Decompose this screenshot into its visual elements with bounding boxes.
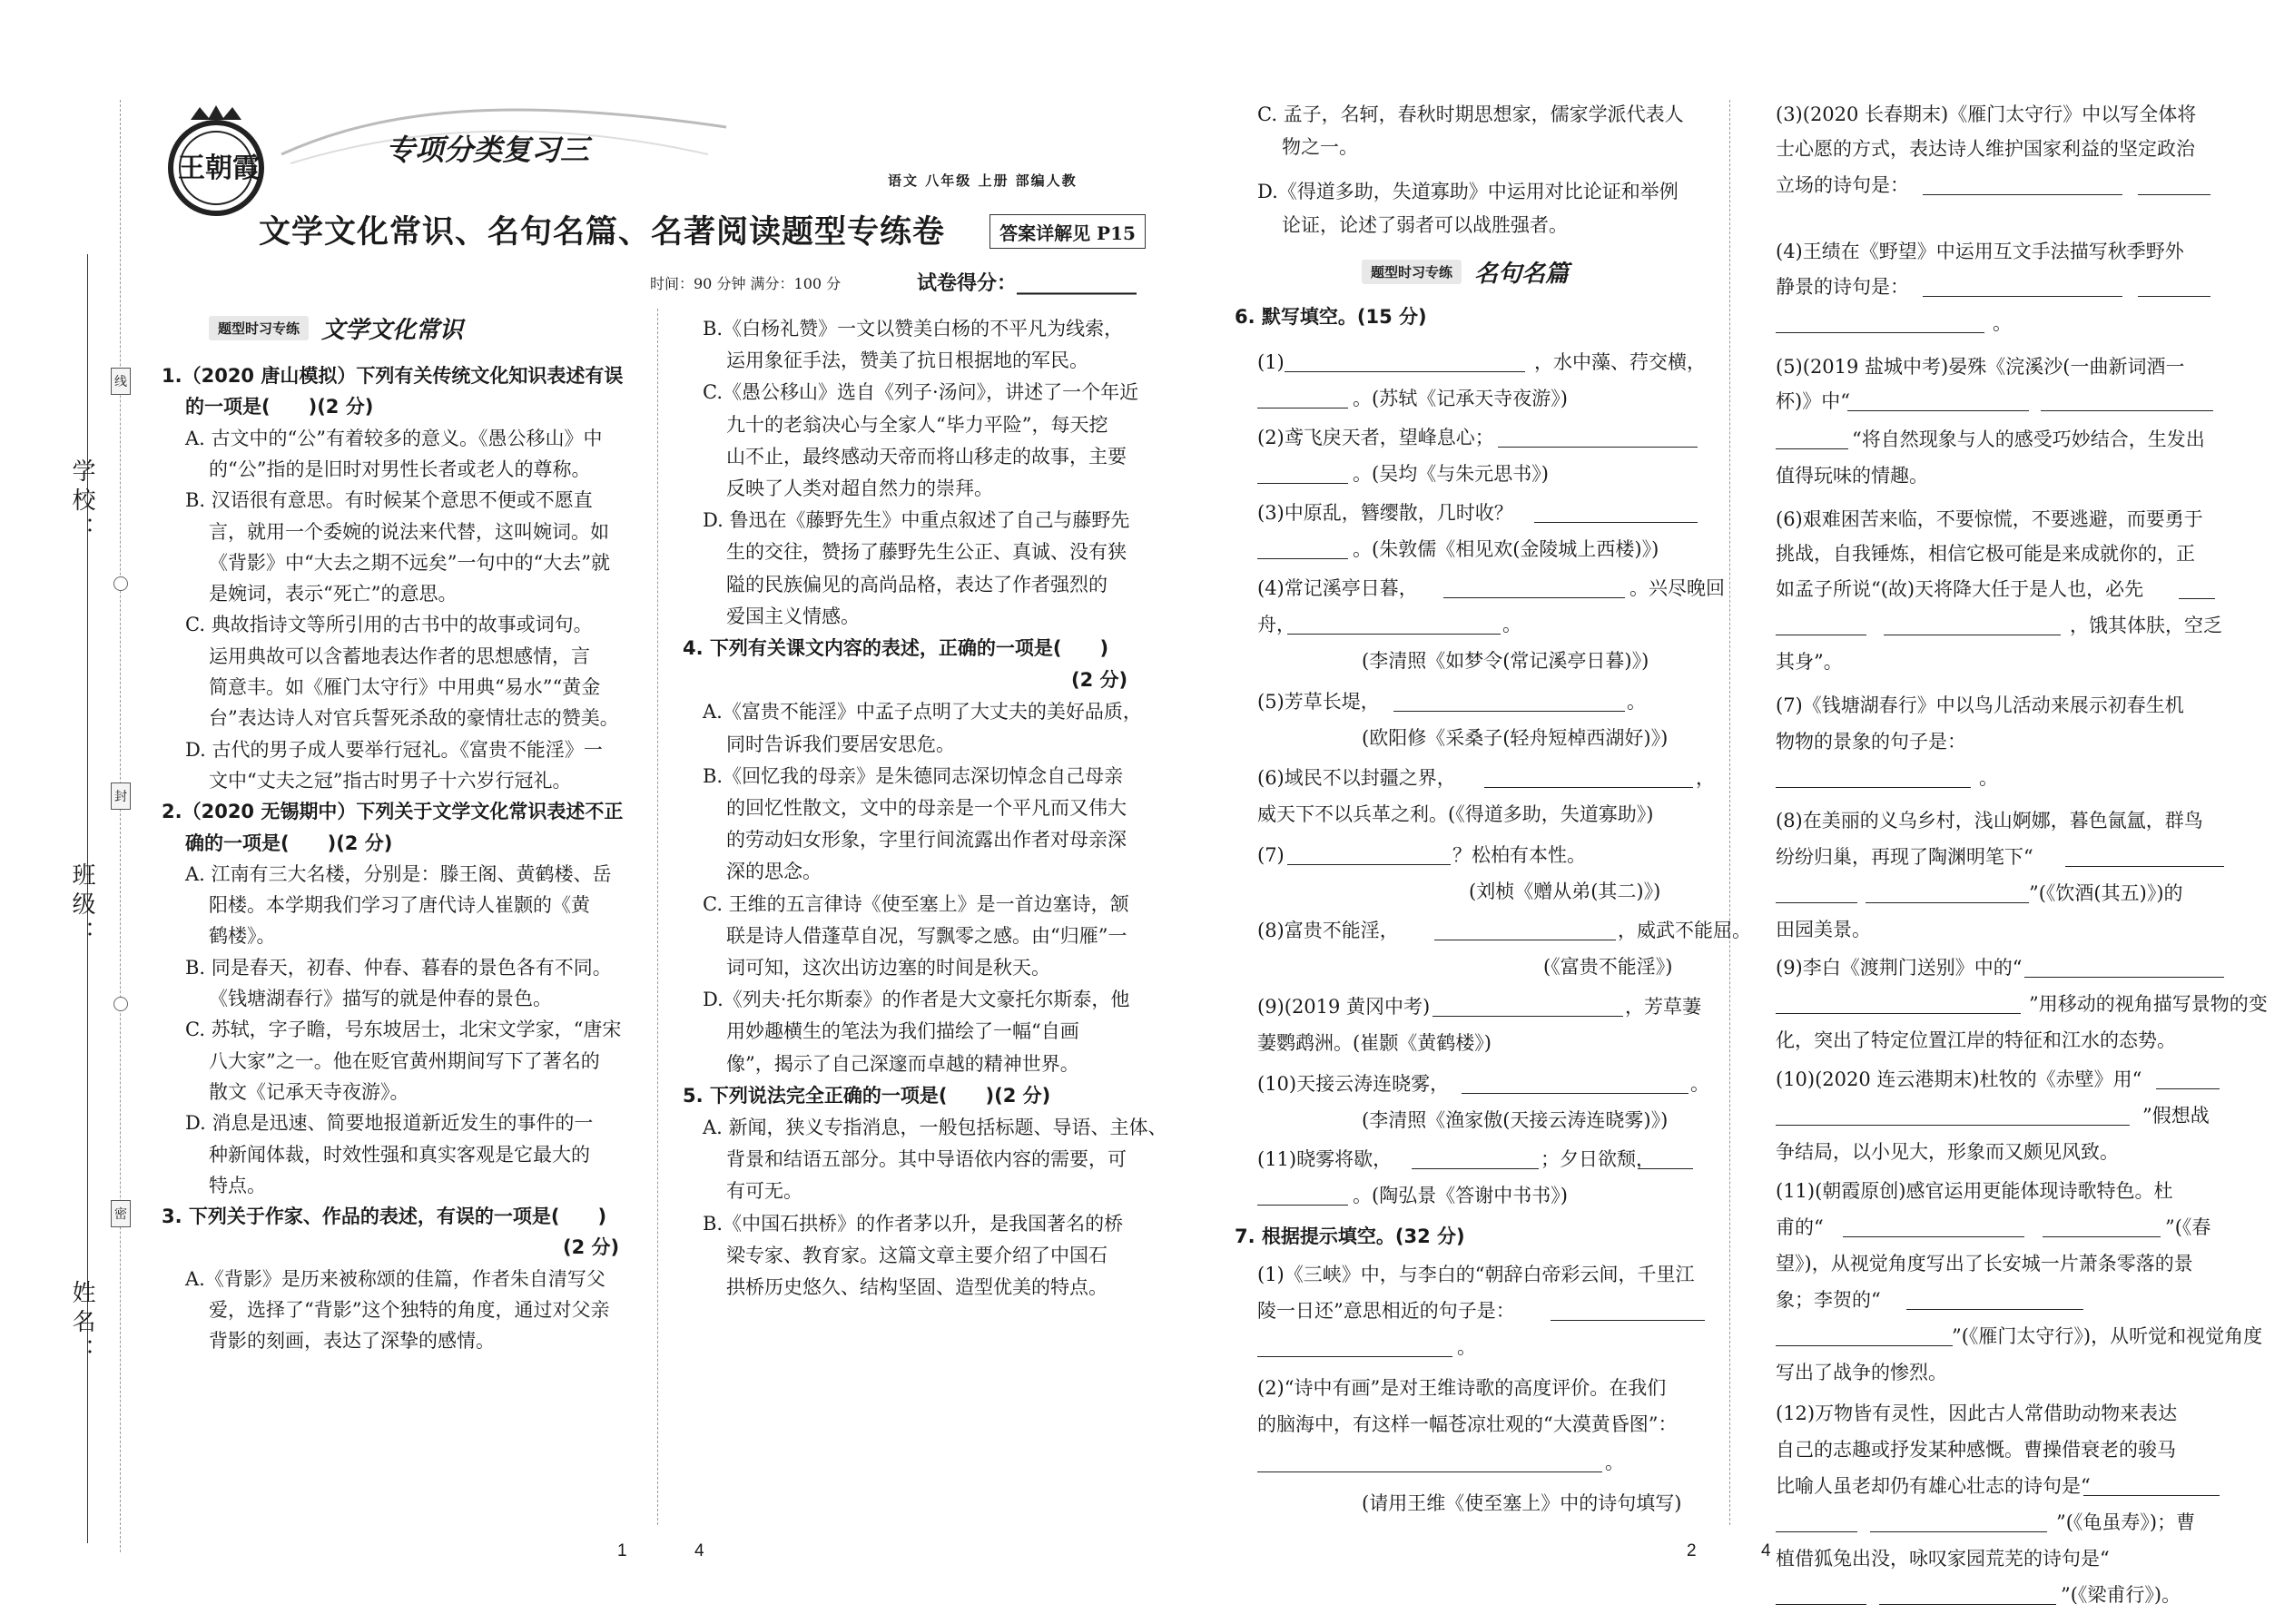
section-title: 文学文化常识 [321, 316, 464, 344]
text-line: 文中“丈夫之冠”指古时男子十六岁行冠礼。 [209, 769, 572, 792]
seal-mark-line: 线 [111, 368, 131, 395]
subquestion-line: (10)(2020 连云港期末)杜牧的《赤壁》用“ [1776, 1068, 2142, 1090]
binding-hole [113, 576, 128, 591]
citation: (欧阳修《采桑子(轻舟短棹西湖好)》) [1362, 727, 1669, 749]
text-line: 象；李贺的“ [1776, 1289, 1881, 1311]
text-line: (9)(2019 黄冈中考) [1257, 996, 1431, 1018]
text-line: 深的思念。 [726, 861, 822, 883]
column-divider [657, 309, 658, 1525]
text-line: 像”，揭示了自己深邃而卓越的精神世界。 [726, 1052, 1079, 1075]
text-line: 的回忆性散文，文中的母亲是一个平凡而又伟大 [726, 797, 1127, 819]
option-line: A. 江南有三大名楼，分别是：滕王阁、黄鹤楼、岳 [185, 862, 612, 885]
answer-blank[interactable] [1285, 351, 1525, 372]
text-line: 简意丰。如《雁门太守行》中用典“易水”“黄金 [209, 676, 601, 698]
text-line: 用妙趣横生的笔法为我们描绘了一幅“自画 [726, 1020, 1079, 1043]
text-line: 自己的志趣或抒发某种感慨。曹操借衰老的骏马 [1776, 1439, 2176, 1461]
section-banner-literature [209, 309, 590, 347]
text-line: 如孟子所说“(故)天将降大任于是人也，必先 [1776, 578, 2144, 600]
text-line: 纷纷归巢，再现了陶渊明笔下“ [1776, 846, 2033, 868]
answer-blank[interactable] [1287, 844, 1451, 865]
text-line: 生的交往，赞扬了藤野先生公正、真诚、没有狭 [726, 541, 1127, 564]
answer-blank[interactable] [1776, 882, 1857, 903]
seal-mark-secret: 密 [111, 1200, 131, 1227]
logo-text: 王朝霞 [178, 153, 260, 184]
text-line: 比喻人虽老却仍有雄心壮志的诗句是“ [1776, 1475, 2091, 1497]
text-line: 。(陶弘景《答谢中书书》) [1353, 1185, 1568, 1206]
text-line: 散文《记承天寺夜游》。 [209, 1080, 409, 1103]
text-line: 的劳动妇女形象，字里行间流露出作者对母亲深 [726, 829, 1127, 851]
text-line: 的“公”指的是旧时对男性长者或老人的尊称。 [209, 458, 591, 480]
answer-blank[interactable] [1776, 767, 1971, 788]
text-line: 静景的诗句是： [1776, 276, 1909, 298]
text-line: 。(朱敦儒《相见欢(金陵城上西楼)》) [1353, 538, 1659, 560]
option-line: D.《得道多助，失道寡助》中运用对比论证和举例 [1257, 181, 1679, 202]
answer-blank[interactable] [1866, 882, 2029, 903]
subquestion-line: (9)李白《渡荆门送别》中的“ [1776, 957, 2023, 979]
option-line: A.《富贵不能淫》中孟子点明了大丈夫的美好品质， [703, 701, 1142, 723]
text-line: 。 [1993, 312, 2012, 334]
text-line: 拱桥历史悠久、结构坚固、造型优美的特点。 [726, 1276, 1108, 1298]
option-line: B.《回忆我的母亲》是朱德同志深切悼念自己母亲 [703, 764, 1124, 787]
answer-blank[interactable] [1776, 615, 1866, 635]
question-stem: 1.（2020 唐山模拟）下列有关传统文化知识表述有误 [162, 365, 624, 387]
option-line: C. 苏轼，字子瞻，号东坡居士，北宋文学家，“唐宋 [185, 1019, 622, 1041]
school-label: 学校： [68, 458, 95, 546]
subject-line: 语文 八年级 上册 部编人教 [888, 172, 1078, 189]
text-line: 有可无。 [726, 1180, 802, 1203]
page-number: 4 [694, 1541, 704, 1560]
subquestion-line: (12)万物皆有灵性，因此古人常借助动物来表达 [1776, 1403, 2178, 1424]
answer-blank[interactable] [1462, 1073, 1689, 1094]
text-line: 陵一日还”意思相近的句子是： [1257, 1300, 1515, 1322]
citation: (李清照《如梦令(常记溪亭日暮)》) [1362, 650, 1649, 672]
option-line: D. 古代的男子成人要举行冠礼。《富贵不能淫》一 [185, 738, 603, 761]
text-line: 背景和结语五部分。其中导语依内容的需要，可 [726, 1148, 1127, 1171]
option-line: A. 新闻，狭义专指消息，一般包括标题、导语、主体、 [703, 1117, 1167, 1138]
text-line: (2)“诗中有画”是对王维诗歌的高度评价。在我们 [1257, 1377, 1667, 1399]
answer-blank[interactable] [1257, 1185, 1348, 1206]
answer-blank[interactable] [2065, 846, 2224, 867]
text-line: ；夕日欲颓， [1541, 1148, 1655, 1170]
answer-blank[interactable] [1257, 463, 1348, 484]
option-line: C. 孟子，名轲，春秋时期思想家，儒家学派代表人 [1257, 103, 1684, 125]
text-line: 《钱塘湖春行》描写的就是仲春的景色。 [209, 988, 552, 1009]
text-line: 值得玩味的情趣。 [1776, 465, 1928, 487]
answer-blank[interactable] [1257, 1452, 1602, 1472]
text-line: 物之一。 [1282, 136, 1358, 158]
citation: (请用王维《使至塞上》中的诗句填写) [1362, 1492, 1682, 1514]
answer-blank[interactable] [1847, 390, 2029, 411]
citation: (李清照《渔家傲(天接云涛连晓雾)》) [1362, 1109, 1669, 1131]
text-line: 种新闻体裁，时效性强和真实客观是它最大的 [209, 1143, 590, 1166]
text-line: 。 [1605, 1452, 1624, 1473]
text-line: 。 [1690, 1073, 1709, 1095]
answer-blank[interactable] [1843, 1216, 2024, 1237]
text-line: 。 [1979, 767, 1998, 789]
page-number: 1 [617, 1541, 627, 1560]
citation: (刘桢《赠从弟(其二)》) [1469, 881, 1661, 902]
text-line: 田园美景。 [1776, 919, 1871, 940]
option-line: B.《白杨礼赞》一文以赞美白杨的不平凡为线索， [703, 318, 1124, 340]
text-line: 化，突出了特定位置江岸的特征和江水的态势。 [1776, 1029, 2176, 1051]
column-divider [1729, 100, 1730, 1525]
text-line: ”(《饮酒(其五)》)的 [2029, 882, 2183, 904]
text-line: 的一项是( )(2 分) [185, 396, 374, 418]
text-line: 望》)，从视觉角度写出了长安城一片萧条零落的景 [1776, 1253, 2193, 1275]
text-line: ，水中藻、荇交横， [1534, 351, 1706, 373]
text-line: 萋鹦鹉洲。(崔颢《黄鹤楼》) [1257, 1032, 1492, 1054]
answer-blank[interactable] [2179, 578, 2215, 599]
option-line: D.《列夫·托尔斯泰》的作者是大文豪托尔斯泰，他 [703, 989, 1130, 1011]
citation: (《富贵不能淫》) [1543, 956, 1673, 978]
option-line: A.《背影》是历来被称颂的佳篇，作者朱自清写父 [185, 1267, 605, 1290]
answer-blank[interactable] [1434, 920, 1616, 940]
text-line: 山不止，最终感动天帝而将山移走的故事，主要 [726, 445, 1127, 468]
time-score-meta: 时间：90 分钟 满分：100 分 [650, 275, 842, 292]
section-title: 名句名篇 [1474, 260, 1570, 288]
text-line: ”假想战 [2142, 1105, 2210, 1127]
text-line: 八大家”之一。他在贬官黄州期间写下了著名的 [209, 1049, 600, 1072]
text-line: 争结局，以小见大，形象而又颇见风致。 [1776, 1141, 2119, 1163]
text-line: 其身”。 [1776, 651, 1843, 673]
question-stem: 4. 下列有关课文内容的表述，正确的一项是( ) [683, 637, 1109, 659]
text-line: 联是诗人借蓬草自况，写飘零之感。由“归雁”一 [726, 924, 1127, 947]
text-line: 。(苏轼《记承天寺夜游》) [1353, 388, 1568, 409]
answer-blank[interactable] [1776, 1584, 1866, 1605]
answer-blank[interactable] [2043, 1216, 2161, 1237]
text-line: ”(《雁门太守行》)，从听觉和视觉角度 [1952, 1325, 2263, 1347]
text-line: (1)《三峡》中，与李白的“朝辞白帝彩云间，千里江 [1257, 1264, 1695, 1285]
answer-blank[interactable] [2138, 174, 2210, 195]
text-line: 舟， [1257, 614, 1295, 635]
score-field: 试卷得分：____________ [917, 271, 1137, 295]
answer-blank[interactable] [1906, 1289, 2083, 1310]
text-line: (7) [1257, 844, 1285, 866]
text-line: (5)芳草长堤， [1257, 691, 1380, 713]
text-line: 挑战，自我锤炼，相信它极可能是来成就你的，正 [1776, 543, 2195, 565]
text-line: 物物的景象的句子是： [1776, 731, 1966, 753]
text-line: (6)域民不以封疆之界， [1257, 767, 1456, 789]
text-line: 。 [1457, 1336, 1476, 1358]
text-line: 背影的刻画，表达了深挚的感情。 [209, 1330, 495, 1353]
text-line: ？松柏有本性。 [1452, 844, 1586, 866]
subquestion-line: (6)艰难困苦来临，不要惊慌，不要逃避，而要勇于 [1776, 508, 2203, 530]
answer-blank[interactable] [1639, 1148, 1693, 1169]
text-line: (4)常记溪亭日暮， [1257, 577, 1418, 599]
answer-blank[interactable] [2156, 1068, 2220, 1089]
text-line: 士心愿的方式，表达诗人维护国家利益的坚定政治 [1776, 138, 2195, 160]
answer-blank[interactable] [1412, 1148, 1539, 1169]
text-line: 是婉词，表示“死亡”的意思。 [209, 583, 458, 605]
section-tag: 题型时习专练 [209, 316, 309, 340]
answer-blank[interactable] [1534, 502, 1698, 523]
text-line: 。兴尽晚回 [1629, 577, 1725, 599]
text-line: ，饿其体肤，空乏 [2070, 615, 2222, 636]
subquestion-line: (5)(2019 盐城中考)晏殊《浣溪沙(一曲新词酒一 [1776, 356, 2185, 378]
subquestion-line: (11)(朝霞原创)感官运用更能体现诗歌特色。杜 [1776, 1180, 2173, 1202]
answer-blank[interactable] [1776, 312, 1984, 333]
subquestion-line: (8)在美丽的义乌乡村，浅山婀娜，暮色氤氲，群鸟 [1776, 810, 2203, 832]
text-line: 《背影》中“大去之期不远矣”一句中的“大去”就 [209, 551, 610, 574]
text-line: 。(吴均《与朱元思书》) [1353, 463, 1549, 485]
text-line: ”(《龟虽寿》)；曹 [2056, 1511, 2196, 1533]
option-line: D. 鲁迅在《藤野先生》中重点叙述了自己与藤野先 [703, 509, 1130, 532]
fold-line [120, 100, 121, 1552]
text-line: 台”表达诗人对官兵誓死杀敌的豪情壮志的赞美。 [209, 707, 619, 730]
answer-blank[interactable] [1870, 1511, 2047, 1532]
section-banner-quotes [1362, 252, 1625, 290]
text-line: 九十的老翁决心与全家人“毕力平险”，每天挖 [726, 413, 1108, 436]
option-line: C. 王维的五言律诗《使至塞上》是一首边塞诗，颔 [703, 892, 1129, 915]
answer-blank[interactable] [1776, 1511, 1857, 1532]
text-line: (8)富贵不能淫， [1257, 920, 1399, 941]
answer-blank[interactable] [1923, 276, 2122, 297]
series-title: 专项分类复习三 [386, 133, 590, 167]
answer-blank[interactable] [1433, 996, 1623, 1017]
answer-blank[interactable] [1551, 1300, 1705, 1321]
text-line: 的脑海中，有这样一幅苍凉壮观的“大漠黄昏图”： [1257, 1413, 1678, 1435]
answer-blank[interactable] [2041, 390, 2213, 411]
section-tag: 题型时习专练 [1362, 260, 1462, 284]
answer-blank[interactable] [1776, 1105, 2130, 1126]
text-line: ”用移动的视角描写景物的变 [2029, 993, 2268, 1015]
question-stem: 6. 默写填空。(15 分) [1235, 306, 1427, 328]
text-line: 言，就用一个委婉的说法来代替，这叫婉词。如 [209, 520, 609, 543]
answer-blank[interactable] [1257, 1336, 1452, 1357]
name-label: 姓名： [68, 1280, 95, 1367]
score-note: (2 分) [1071, 669, 1128, 692]
answer-blank[interactable] [1257, 388, 1348, 408]
answer-blank[interactable] [1498, 427, 1698, 448]
text-line: 立场的诗句是： [1776, 174, 1909, 196]
text-line: 爱国主义情感。 [726, 605, 860, 627]
question-stem: 2.（2020 无锡期中）下列关于文学文化常识表述不正 [162, 801, 624, 823]
answer-blank[interactable] [1776, 428, 1848, 449]
text-line: 梁专家、教育家。这篇文章主要介绍了中国石 [726, 1244, 1108, 1266]
text-line: 植借狐兔出没，咏叹家园荒芜的诗句是“ [1776, 1548, 2110, 1570]
text-line: 隘的民族偏见的高尚品格，表达了作者强烈的 [726, 573, 1108, 595]
class-label: 班级： [68, 862, 95, 950]
text-line: ，芳草萋 [1625, 996, 1701, 1018]
text-line: (3)中原乱，簪缨散，几时收？ [1257, 502, 1513, 524]
text-line: 运用典故可以含蓄地表达作者的思想感情，言 [209, 645, 590, 667]
text-line: 运用象征手法，赞美了抗日根据地的军民。 [726, 349, 1088, 372]
text-line: (1) [1257, 351, 1285, 373]
answer-blank[interactable] [1257, 538, 1348, 559]
text-line: 论证，论述了弱者可以战胜强者。 [1282, 214, 1568, 236]
text-line: (2)鸢飞戾天者，望峰息心； [1257, 427, 1494, 448]
text-line: 词可知，这次出访边塞的时间是秋天。 [726, 957, 1050, 979]
seal-mark-seal: 封 [111, 782, 131, 810]
option-line: A. 古文中的“公”有着较多的意义。《愚公移山》中 [185, 427, 603, 449]
answer-blank[interactable] [1287, 614, 1501, 635]
score-note: (2 分) [563, 1236, 620, 1259]
answer-blank[interactable] [1443, 577, 1625, 598]
question-stem: 3. 下列关于作家、作品的表述，有误的一项是( ) [162, 1206, 607, 1228]
text-line: (10)天接云涛连晓雾， [1257, 1073, 1450, 1095]
question-stem: 7. 根据提示填空。(32 分) [1235, 1225, 1465, 1247]
answer-blank[interactable] [2083, 1475, 2220, 1496]
text-line: 。 [1502, 614, 1521, 635]
page-number: 2 [1687, 1541, 1697, 1560]
answer-blank[interactable] [1393, 691, 1625, 712]
answer-blank[interactable] [2024, 957, 2224, 978]
answer-blank[interactable] [1879, 1584, 2056, 1605]
text-line: 威天下不以兵革之利。(《得道多助，失道寡助》) [1257, 803, 1654, 825]
text-line: 杯)》中“ [1776, 390, 1850, 412]
text-line: 同时告诉我们要居安思危。 [726, 733, 955, 755]
option-line: B. 同是春天，初春、仲春、暮春的景色各有不同。 [185, 956, 612, 979]
binding-hole [113, 997, 128, 1011]
option-line: C.《愚公移山》选自《列子·汤问》，讲述了一个年近 [703, 381, 1139, 404]
text-line: 阳楼。本学期我们学习了唐代诗人崔颢的《黄 [209, 894, 590, 917]
text-line: 甫的“ [1776, 1216, 1824, 1238]
text-line: (11)晓雾将歇， [1257, 1148, 1393, 1170]
text-line: ”(《梁甫行》)。 [2061, 1584, 2181, 1606]
text-line: 特点。 [209, 1174, 266, 1196]
subquestion-line: (7)《钱塘湖春行》中以鸟儿活动来展示初春生机 [1776, 694, 2184, 716]
text-line: 确的一项是( )(2 分) [185, 832, 393, 854]
option-line: B. 汉语很有意思。有时候某个意思不便或不愿直 [185, 489, 593, 512]
answer-reference: 答案详解见 P15 [989, 214, 1146, 249]
option-line: B.《中国石拱桥》的作者茅以升，是我国著名的桥 [703, 1212, 1124, 1235]
text-line: 。 [1627, 691, 1646, 713]
text-line: 反映了人类对超自然力的崇拜。 [726, 477, 993, 499]
text-line: 爱，选择了“背影”这个独特的角度，通过对父亲 [209, 1299, 610, 1321]
main-title: 文学文化常识、名句名篇、名著阅读题型专练卷 [259, 213, 946, 251]
option-line: D. 消息是迅速、简要地报道新近发生的事件的一 [185, 1112, 594, 1135]
text-line: ， [1696, 767, 1715, 789]
answer-blank[interactable] [1776, 1325, 1953, 1346]
answer-blank[interactable] [1884, 615, 2061, 635]
answer-blank[interactable] [1776, 993, 2021, 1014]
answer-blank[interactable] [2138, 276, 2210, 297]
subquestion-line: (3)(2020 长春期末)《雁门太守行》中以写全体将 [1776, 103, 2197, 125]
page-number: 4 [1761, 1541, 1771, 1560]
answer-blank[interactable] [1923, 174, 2122, 195]
text-line: 写出了战争的惨烈。 [1776, 1362, 1947, 1383]
text-line: 鹤楼》。 [209, 925, 276, 948]
text-line: ”(《春 [2165, 1216, 2211, 1238]
text-line: “将自然现象与人的感受巧妙结合，生发出 [1852, 428, 2205, 450]
question-stem: 5. 下列说法完全正确的一项是( )(2 分) [683, 1084, 1051, 1107]
text-line: ，威武不能屈。 [1618, 920, 1751, 941]
subquestion-line: (4)王绩在《野望》中运用互文手法描写秋季野外 [1776, 241, 2184, 262]
answer-blank[interactable] [1484, 767, 1693, 788]
option-line: C. 典故指诗文等所引用的古书中的故事或词句。 [185, 614, 593, 636]
